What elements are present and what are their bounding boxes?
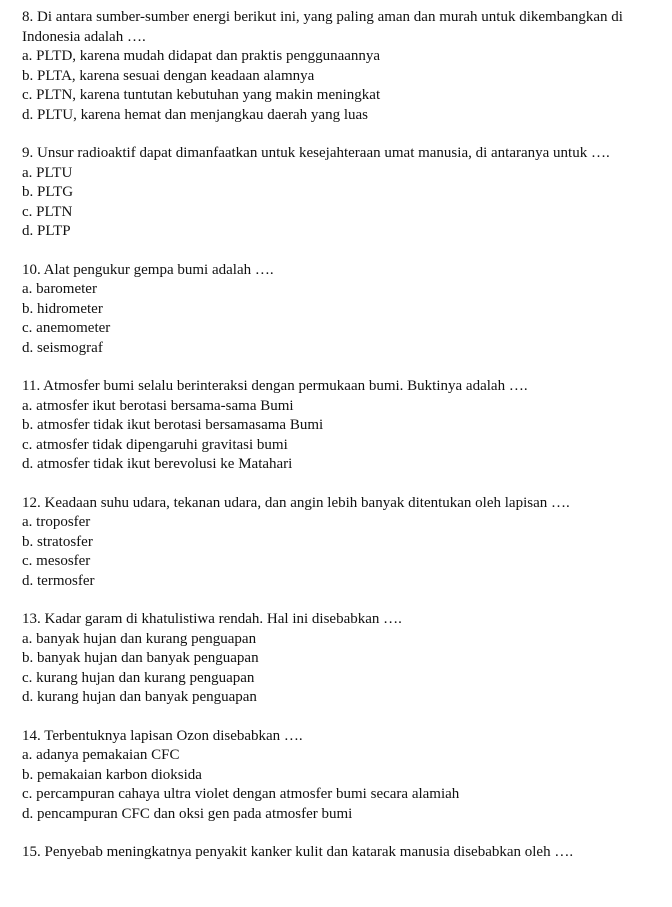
option-b: b. PLTG (22, 184, 74, 200)
question-text: 11. Atmosfer bumi selalu berinteraksi dengan permukaan bumi. Buktinya adalah …. (22, 378, 528, 394)
option-c: c. anemometer (22, 320, 111, 336)
question-11 (22, 377, 666, 475)
option-d: d. kurang hujan dan banyak penguapan (22, 689, 257, 705)
option-a: a. adanya pemakaian CFC (22, 747, 180, 763)
option-c: c. mesosfer (22, 553, 91, 569)
option-d: d. PLTP (22, 223, 71, 239)
option-c: c. percampuran cahaya ultra violet dengan atmosfer bumi secara alamiah (22, 786, 460, 802)
question-15 (22, 843, 666, 863)
question-8 (22, 8, 666, 125)
option-a: a. PLTU (22, 164, 73, 181)
question-text: 9. Unsur radioaktif dapat dimanfaatkan untuk kesejahteraan umat manusia, di antaranya untuk …. (22, 145, 610, 161)
question-text: 10. Alat pengukur gempa bumi adalah …. (22, 261, 274, 278)
question-text: 14. Terbentuknya lapisan Ozon disebabkan …. (22, 727, 303, 744)
option-c: c. PLTN, karena tuntutan kebutuhan yang makin meningkat (22, 87, 381, 103)
question-text: 13. Kadar garam di khatulistiwa rendah. Hal ini disebabkan …. (22, 611, 402, 627)
question-12 (22, 494, 666, 592)
option-a: a. troposfer (22, 514, 91, 530)
option-d: d. seismograf (22, 339, 103, 356)
option-a: a. banyak hujan dan kurang penguapan (22, 630, 257, 647)
option-c: c. PLTN (22, 203, 73, 220)
option-a: a. atmosfer ikut berotasi bersama-sama Bumi (22, 397, 294, 414)
option-b: b. stratosfer (22, 533, 93, 550)
option-b: b. banyak hujan dan banyak penguapan (22, 650, 259, 666)
question-14 (22, 727, 666, 825)
option-d: d. PLTU, karena hemat dan menjangkau daerah yang luas (22, 106, 368, 123)
option-d: d. termosfer (22, 572, 95, 589)
option-d: d. atmosfer tidak ikut berevolusi ke Matahari (22, 456, 293, 472)
option-b: b. atmosfer tidak ikut berotasi bersamasama Bumi (22, 417, 324, 433)
question-9 (22, 144, 666, 242)
option-d: d. pencampuran CFC dan oksi gen pada atmosfer bumi (22, 805, 353, 822)
question-13 (22, 610, 666, 708)
question-text: 12. Keadaan suhu udara, tekanan udara, dan angin lebih banyak ditentukan oleh lapisan …. (22, 494, 570, 511)
option-a: a. PLTD, karena mudah didapat dan praktis penggunaannya (22, 48, 381, 64)
question-text: 8. Di antara sumber-sumber energi berikut ini, yang paling aman dan murah untuk dikembangkan di Indonesia adalah …. (22, 9, 623, 45)
option-b: b. hidrometer (22, 300, 103, 317)
option-a: a. barometer (22, 281, 97, 297)
option-b: b. PLTA, karena sesuai dengan keadaan alamnya (22, 67, 315, 84)
option-b: b. pemakaian karbon dioksida (22, 766, 202, 783)
option-c: c. atmosfer tidak dipengaruhi gravitasi bumi (22, 436, 288, 453)
option-c: c. kurang hujan dan kurang penguapan (22, 669, 255, 686)
question-10 (22, 261, 666, 359)
question-text: 15. Penyebab meningkatnya penyakit kanker kulit dan katarak manusia disebabkan oleh …. (22, 844, 574, 860)
